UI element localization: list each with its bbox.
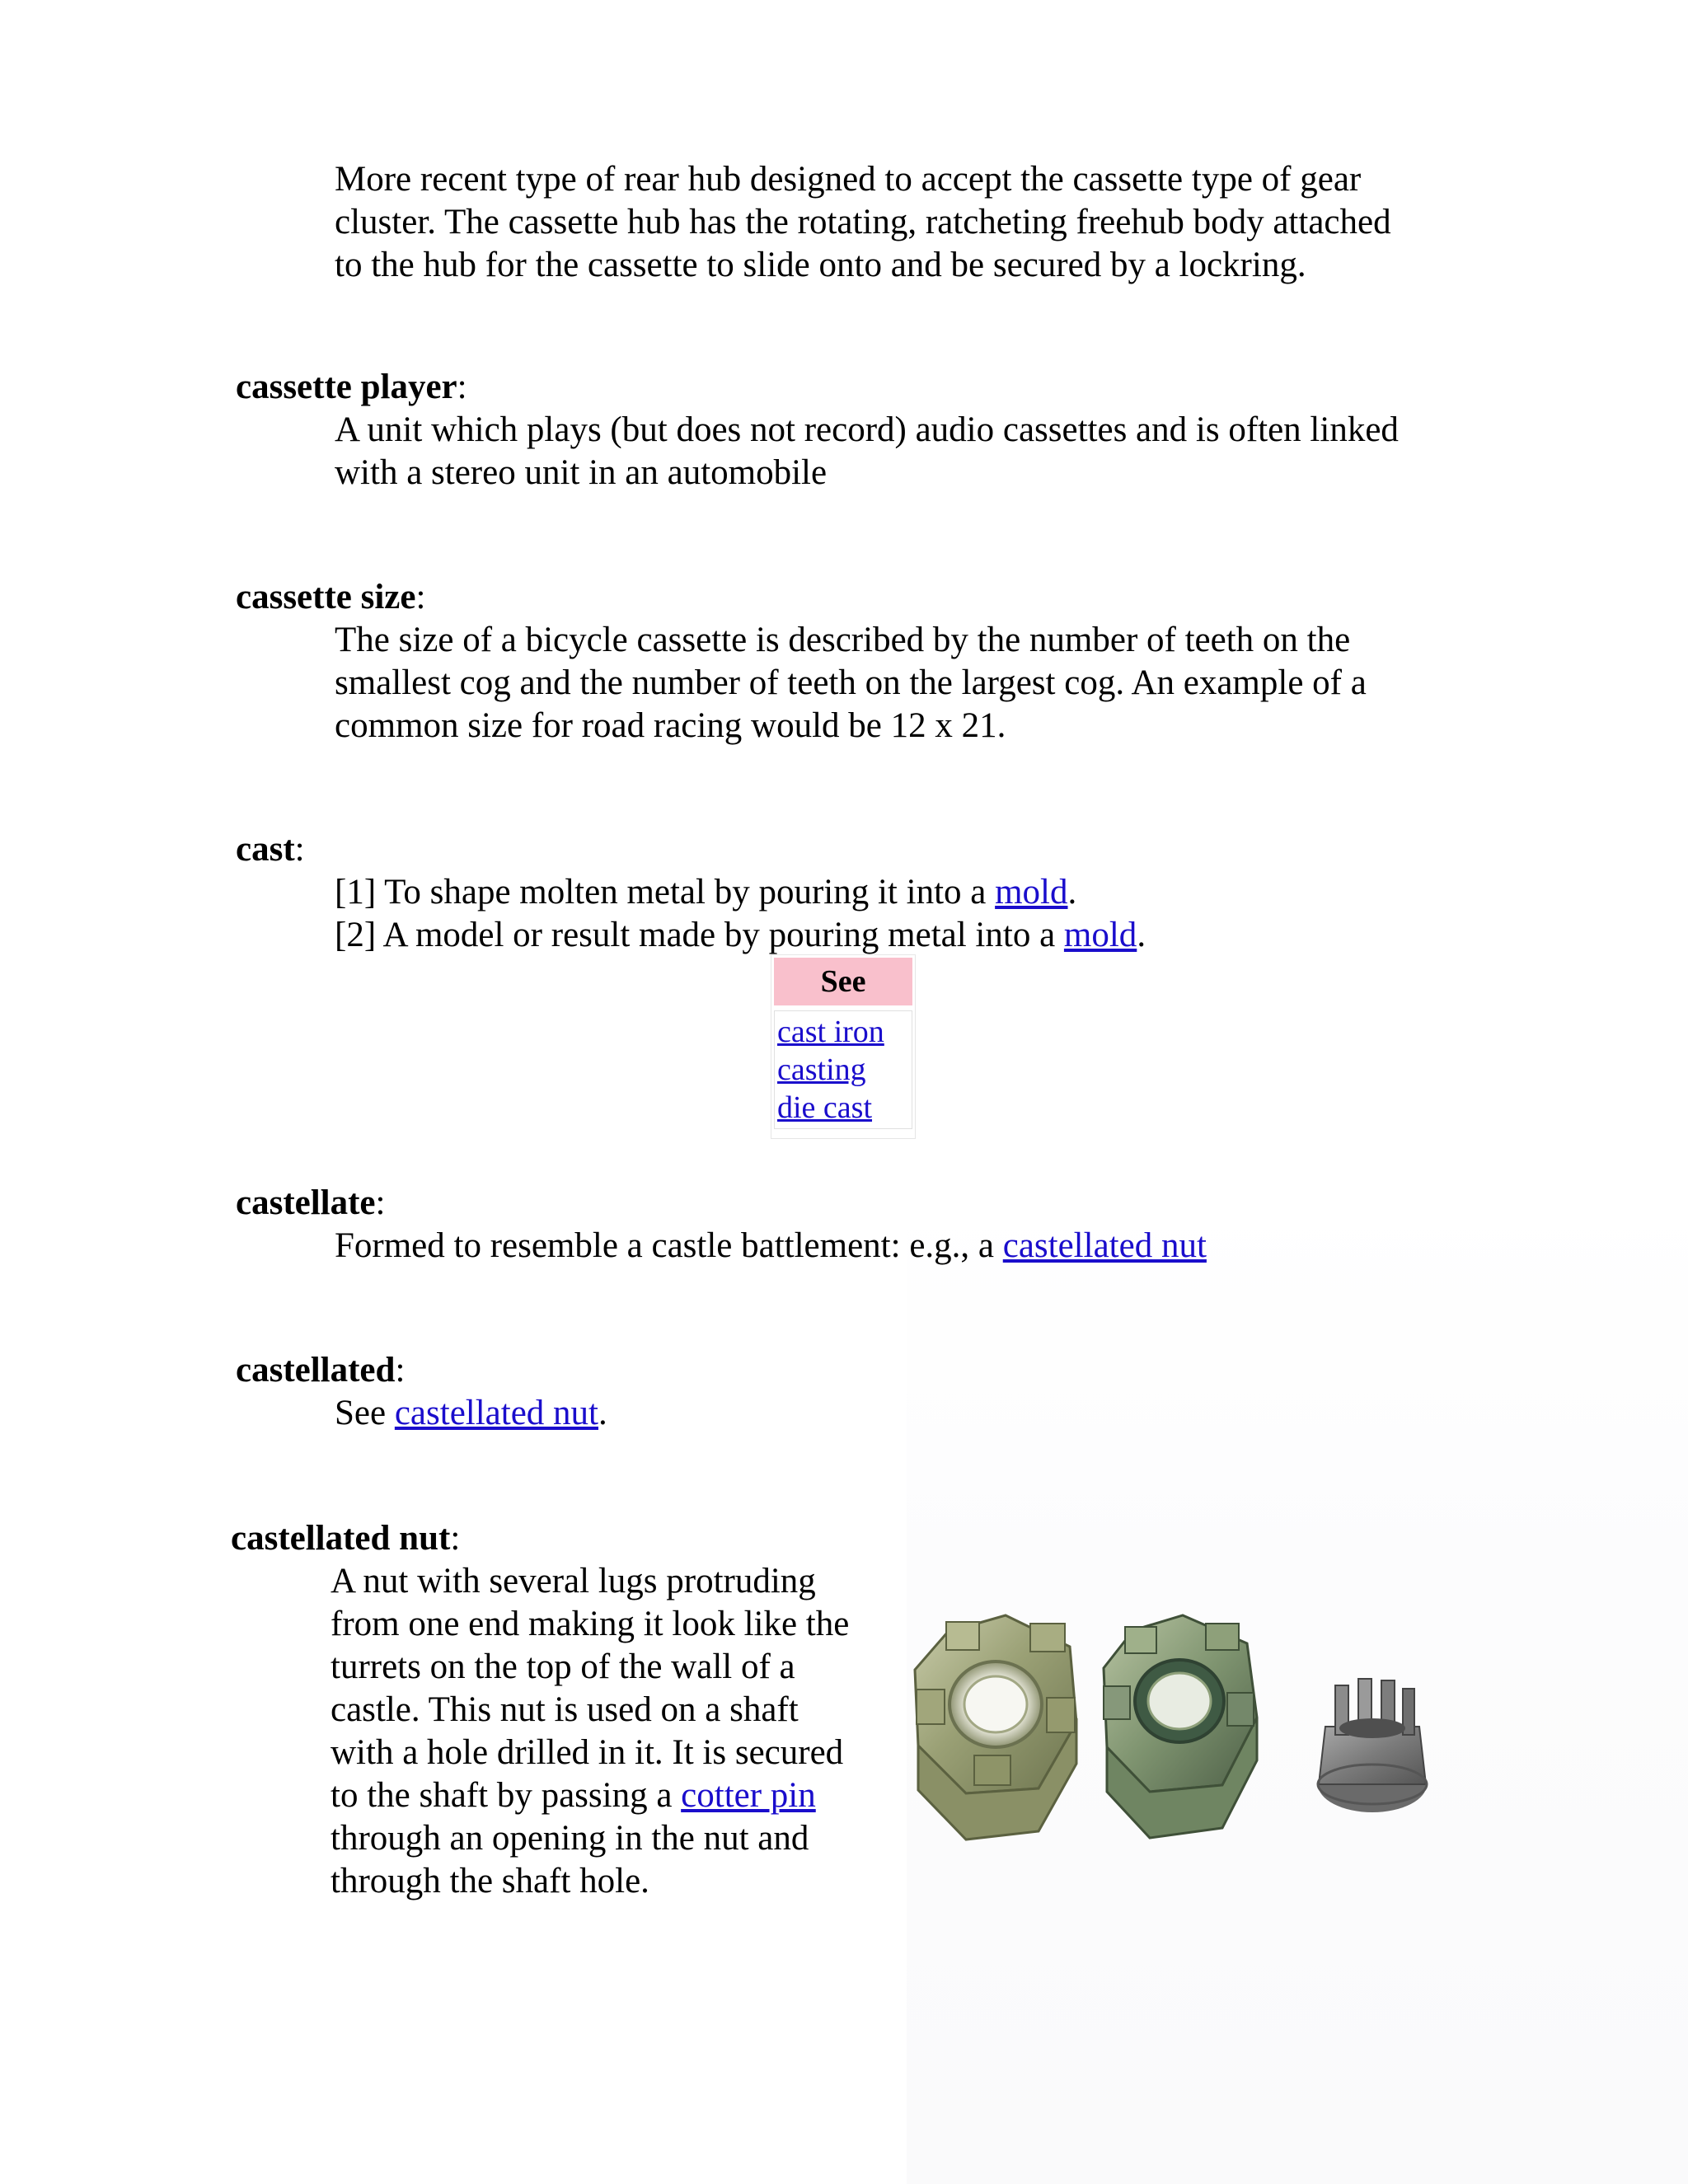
definition-line: A nut with several lugs protruding (331, 1562, 816, 1601)
term-title: cassette size (236, 578, 416, 616)
nut-large-icon (915, 1615, 1076, 1840)
link-mold[interactable]: mold (1063, 916, 1137, 954)
definition-line: through an opening in the nut and (331, 1819, 809, 1858)
term-cassette-size (236, 576, 425, 619)
link-mold[interactable]: mold (995, 873, 1068, 912)
castellated-nuts-photo (907, 1599, 1451, 1871)
nut-medium-icon (1104, 1615, 1257, 1838)
term-colon: : (450, 1519, 461, 1558)
term-colon: : (457, 368, 467, 406)
term-castellate (236, 1182, 385, 1225)
term-title: castellated (236, 1351, 396, 1390)
definition-line (335, 914, 1146, 957)
see-also-box (771, 954, 916, 1139)
intro-definition (335, 158, 1391, 287)
see-also-list (774, 1010, 912, 1129)
definition-text: . (598, 1394, 607, 1432)
term-title: cassette player (236, 368, 457, 406)
term-colon: : (395, 1351, 406, 1390)
definition-line: turrets on the top of the wall of a (331, 1647, 795, 1686)
term-colon: : (375, 1183, 386, 1222)
definition-castellate (335, 1225, 1207, 1268)
definition-cast (335, 871, 1146, 957)
see-also-heading: See (774, 958, 912, 1005)
term-title: castellate (236, 1183, 376, 1222)
term-colon: : (294, 830, 305, 869)
link-die-cast[interactable]: die cast (777, 1090, 873, 1125)
definition-line: castle. This nut is used on a shaft (331, 1690, 799, 1729)
link-castellated-nut[interactable]: castellated nut (1002, 1226, 1207, 1265)
intro-line: to the hub for the cassette to slide onto and be secured by a lockring. (335, 246, 1306, 284)
definition-line: A unit which plays (but does not record) audio cassettes and is often linked (335, 410, 1399, 449)
definition-text: . (1137, 916, 1146, 954)
definition-line: from one end making it look like the (331, 1605, 850, 1643)
link-cotter-pin[interactable]: cotter pin (681, 1776, 816, 1815)
definition-line: The size of a bicycle cassette is described by the number of teeth on the (335, 621, 1351, 659)
term-castellated-nut (231, 1517, 460, 1560)
term-title: castellated nut (231, 1519, 451, 1558)
link-castellated-nut[interactable]: castellated nut (394, 1394, 598, 1432)
definition-line: with a stereo unit in an automobile (335, 453, 828, 492)
link-casting[interactable]: casting (777, 1052, 866, 1087)
term-colon: : (415, 578, 426, 616)
nut-small-icon (1318, 1679, 1427, 1812)
definition-line: with a hole drilled in it. It is secured (331, 1733, 844, 1772)
definition-text: to the shaft by passing a (331, 1776, 682, 1815)
term-castellated (236, 1349, 405, 1392)
term-cast (236, 828, 305, 871)
term-cassette-player (236, 366, 467, 409)
definition-text: [1] To shape molten metal by pouring it into a (335, 873, 996, 912)
definition-castellated (335, 1392, 607, 1435)
definition-line (331, 1774, 849, 1817)
definition-cassette-player (335, 409, 1399, 494)
definition-text: Formed to resemble a castle battlement: e.g., a (335, 1226, 1003, 1265)
intro-line: cluster. The cassette hub has the rotating, ratcheting freehub body attached (335, 203, 1391, 241)
definition-cassette-size (335, 619, 1367, 748)
definition-line (335, 871, 1146, 914)
definition-text: . (1067, 873, 1077, 912)
intro-line: More recent type of rear hub designed to accept the cassette type of gear (335, 160, 1362, 199)
link-cast-iron[interactable]: cast iron (777, 1015, 884, 1049)
definition-text: See (335, 1394, 395, 1432)
definition-line: smallest cog and the number of teeth on the largest cog. An example of a (335, 663, 1367, 702)
definition-text: [2] A model or result made by pouring metal into a (335, 916, 1064, 954)
definition-line: common size for road racing would be 12 x 21. (335, 706, 1006, 745)
definition-castellated-nut (331, 1560, 849, 1903)
term-title: cast (236, 830, 295, 869)
definition-line: through the shaft hole. (331, 1862, 649, 1900)
